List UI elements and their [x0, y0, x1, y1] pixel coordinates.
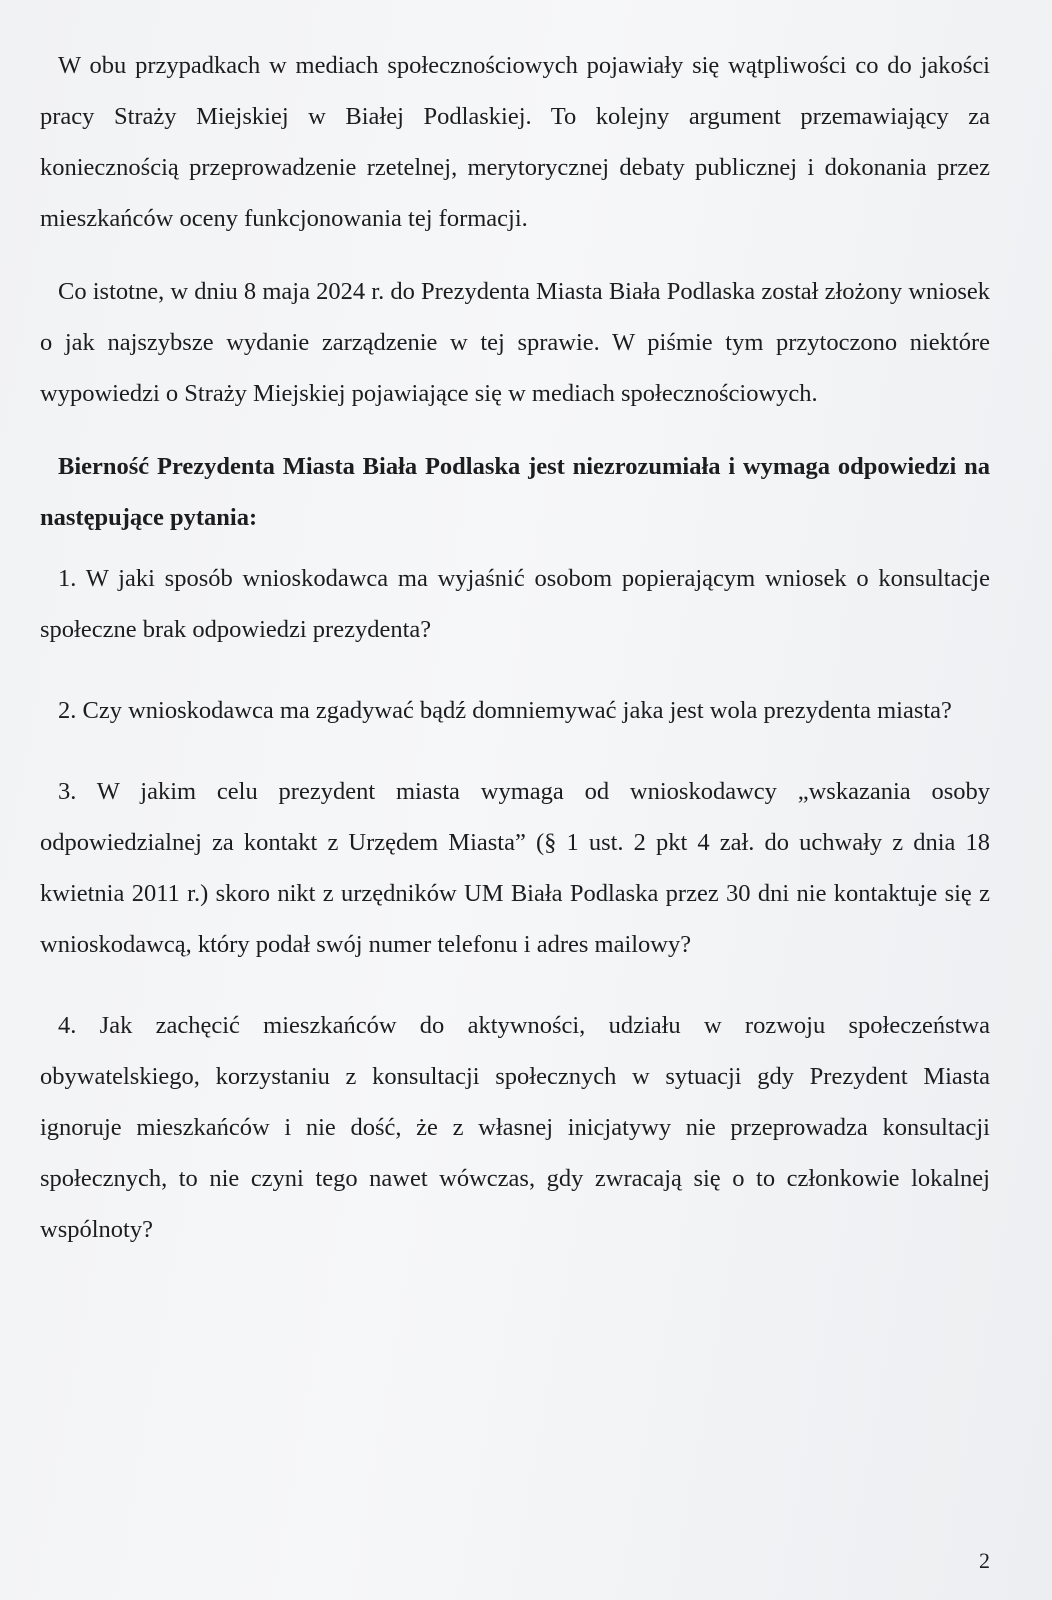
question-3: 3. W jakim celu prezydent miasta wymaga od wnioskodawcy „wskazania osoby odpowiedzialnej za kontakt z Urzędem Miasta” (§ 1 ust. 2 pkt 4 zał. do uchwały z dnia 18 kwietnia 2011 r.) skoro nikt z urzędników UM Biała Podlaska przez 30 dni nie kontaktuje się z wnioskodawcą, który podał swój numer telefonu i adres mailowy? [40, 778, 990, 958]
page-number: 2 [979, 1548, 990, 1573]
question-1: 1. W jaki sposób wnioskodawca ma wyjaśnić osobom popierającym wniosek o konsultacje społeczne brak odpowiedzi prezydenta? [40, 565, 990, 643]
document-body [40, 40, 990, 1255]
question-2: 2. Czy wnioskodawca ma zgadywać bądź domniemywać jaka jest wola prezydenta miasta? [58, 697, 952, 724]
paragraph-request-may: Co istotne, w dniu 8 maja 2024 r. do Prezydenta Miasta Biała Podlaska został złożony wniosek o jak najszybsze wydanie zarządzenie w tej sprawie. W piśmie tym przytoczono niektóre wypowiedzi o Straży Miejskiej pojawiające się w mediach społecznościowych. [40, 278, 990, 407]
paragraph-social-media: W obu przypadkach w mediach społecznościowych pojawiały się wątpliwości co do jakości pracy Straży Miejskiej w Białej Podlaskiej. To kolejny argument przemawiający za koniecznością przeprowadzenie rzetelnej, merytorycznej debaty publicznej i dokonania przez mieszkańców oceny funkcjonowania tej formacji. [40, 52, 990, 232]
section-heading: Bierność Prezydenta Miasta Biała Podlaska jest niezrozumiała i wymaga odpowiedzi na następujące pytania: [40, 453, 990, 531]
question-4: 4. Jak zachęcić mieszkańców do aktywności, udziału w rozwoju społeczeństwa obywatelskiego, korzystaniu z konsultacji społecznych w sytuacji gdy Prezydent Miasta ignoruje mieszkańców i nie dość, że z własnej inicjatywy nie przeprowadza konsultacji społecznych, to nie czyni tego nawet wówczas, gdy zwracają się o to członkowie lokalnej wspólnoty? [40, 1012, 990, 1243]
